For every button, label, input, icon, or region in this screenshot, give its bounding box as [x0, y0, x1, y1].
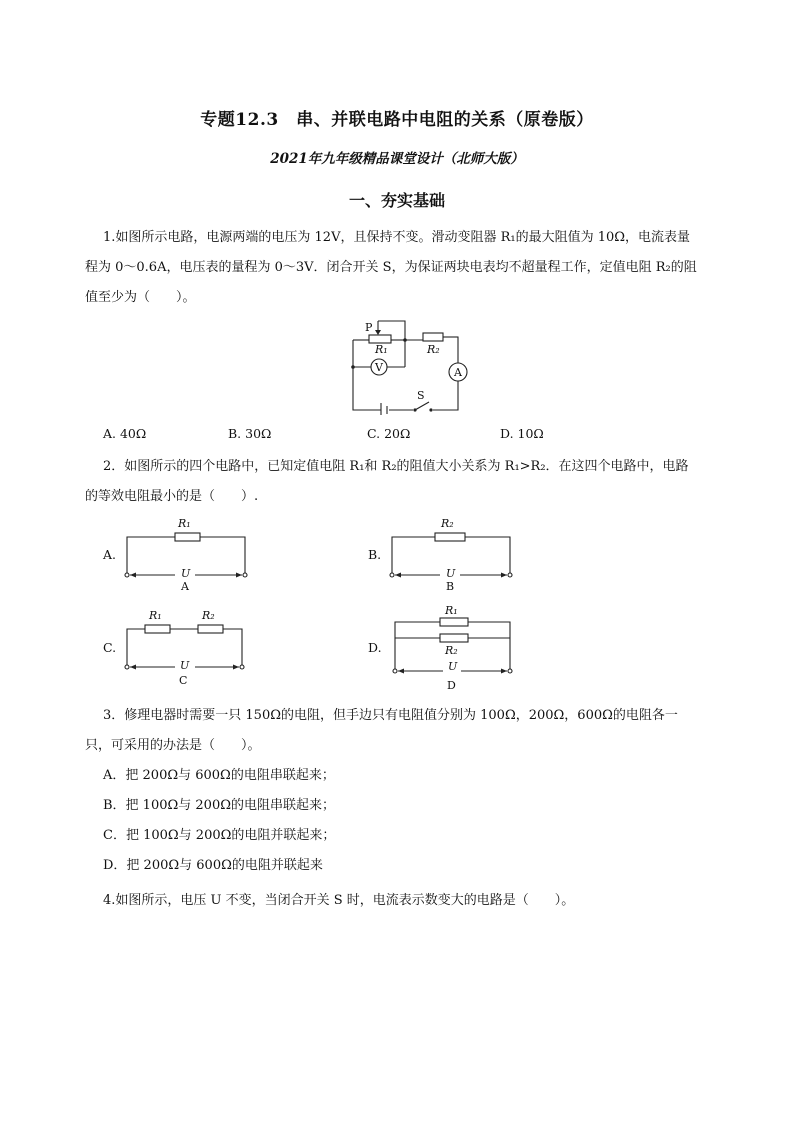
- document-subtitle: 2021年九年级精品课堂设计（北师大版）: [270, 151, 524, 167]
- label-p: P: [365, 321, 373, 334]
- circuit-b-r-label: R₂: [441, 517, 454, 530]
- circuit-c-caption: C: [179, 674, 188, 687]
- question-2: [85, 452, 715, 512]
- label-v: V: [375, 361, 383, 374]
- circuit-d-u-label: U: [448, 660, 458, 673]
- question-4: [103, 886, 715, 916]
- q1-option-c: C. 20Ω: [367, 426, 411, 441]
- q1-option-a: A. 40Ω: [103, 426, 147, 441]
- q2-line-2: 的等效电阻最小的是（ ）.: [85, 489, 259, 504]
- q3-option-c: C．把 100Ω与 200Ω的电阻并联起来；: [103, 828, 336, 843]
- circuit-c-tag: C.: [103, 640, 117, 655]
- circuit-a-u-label: U: [181, 567, 191, 580]
- q3-line-2: 只，可采用的办法是（ ）。: [85, 738, 261, 753]
- circuit-b-u-label: U: [446, 567, 456, 580]
- q3-option-a: A．把 200Ω与 600Ω的电阻串联起来；: [103, 768, 335, 783]
- q2-line-1: 2．如图所示的四个电路中，已知定值电阻 R₁和 R₂的阻值大小关系为 R₁>R₂．在这四个电路中，电路: [103, 459, 689, 474]
- rheostat-r1: [369, 335, 391, 343]
- circuit-a-diagram: [120, 515, 255, 595]
- q3-option-d: D．把 200Ω与 600Ω的电阻并联起来: [103, 858, 323, 873]
- q1-option-b: B. 30Ω: [228, 426, 272, 441]
- q1-circuit-diagram: [345, 315, 475, 415]
- question-3: [85, 701, 715, 881]
- circuit-d-r1-label: R₁: [445, 604, 458, 617]
- question-1: [85, 223, 715, 313]
- circuit-b-caption: B: [446, 580, 455, 593]
- circuit-d-caption: D: [447, 679, 456, 692]
- circuit-c-diagram: [120, 605, 255, 690]
- circuit-b-diagram: [385, 515, 520, 595]
- resistor-r2: [423, 333, 443, 341]
- q1-option-d: D. 10Ω: [500, 426, 544, 441]
- label-a: A: [454, 366, 462, 379]
- section-heading: 一、夯实基础: [348, 191, 445, 210]
- label-s: S: [417, 389, 425, 402]
- circuit-a-caption: A: [181, 580, 189, 593]
- label-r2: R₂: [427, 343, 440, 356]
- circuit-a-tag: A.: [103, 547, 117, 562]
- circuit-a-r-label: R₁: [178, 517, 191, 530]
- q1-line-3: 值至少为（ ）。: [85, 290, 196, 305]
- circuit-d-r2-label: R₂: [445, 644, 458, 657]
- q3-line-1: 3．修理电器时需要一只 150Ω的电阻，但手边只有电阻值分别为 100Ω，200Ω，600Ω的电阻各一: [103, 708, 678, 723]
- circuit-d-diagram: [385, 600, 520, 695]
- q4-line-1: 4.如图所示，电压 U 不变，当闭合开关 S 时，电流表示数变大的电路是（ ）。: [103, 893, 575, 908]
- label-r1: R₁: [375, 343, 388, 356]
- q3-option-b: B．把 100Ω与 200Ω的电阻串联起来；: [103, 798, 336, 813]
- circuit-c-u-label: U: [180, 659, 190, 672]
- q1-line-1: 1.如图所示电路，电源两端的电压为 12V，且保持不变。滑动变阻器 R₁的最大阻值为 10Ω，电流表量: [103, 230, 691, 245]
- circuit-b-tag: B.: [368, 547, 382, 562]
- circuit-c-r1-label: R₁: [149, 609, 162, 622]
- q1-line-2: 程为 0～0.6A，电压表的量程为 0～3V．闭合开关 S，为保证两块电表均不超量程工作，定值电阻 R₂的阻: [85, 260, 697, 275]
- circuit-c-r2-label: R₂: [202, 609, 215, 622]
- document-title: 专题12.3 串、并联电路中电阻的关系（原卷版）: [200, 110, 594, 130]
- circuit-d-tag: D.: [368, 640, 382, 655]
